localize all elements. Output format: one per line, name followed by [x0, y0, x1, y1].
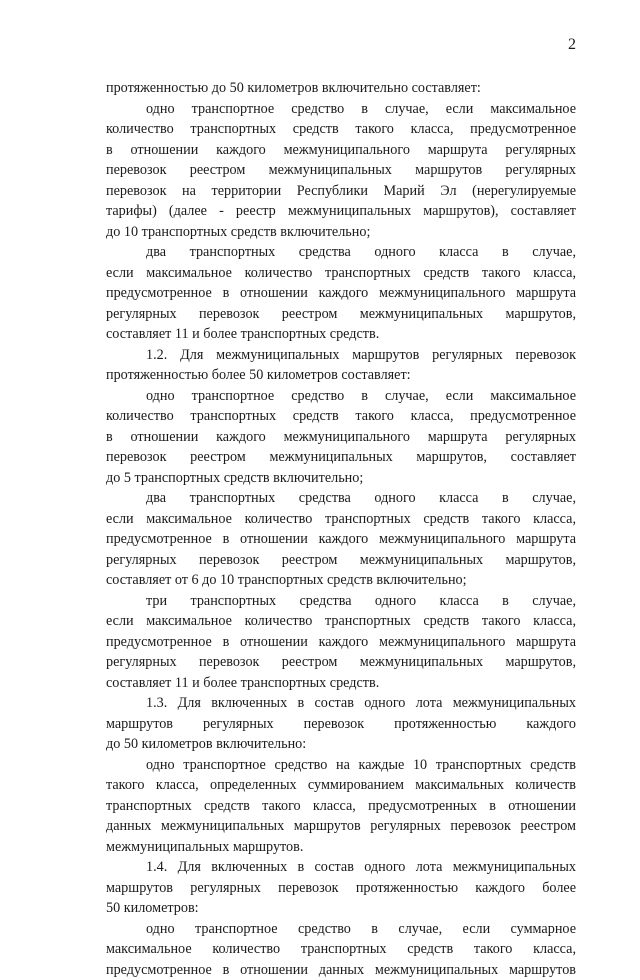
text-line: два транспортных средства одного класса в случае, — [106, 488, 576, 509]
text-line: количество транспортных средств такого класса, предусмотренное — [106, 119, 576, 140]
text-line: составляет 11 и более транспортных средств. — [106, 673, 576, 694]
text-line: регулярных перевозок реестром межмуниципальных маршрутов, — [106, 652, 576, 673]
text-line: в отношении каждого межмуниципального маршрута регулярных — [106, 427, 576, 448]
text-line: в отношении каждого межмуниципального маршрута регулярных — [106, 140, 576, 161]
text-line: межмуниципальных маршрутов. — [106, 837, 576, 858]
text-line: такого класса, определенных суммированием максимальных количеств — [106, 775, 576, 796]
text-line: составляет 11 и более транспортных средств. — [106, 324, 576, 345]
text-line: предусмотренное в отношении данных межмуниципальных маршрутов — [106, 960, 576, 980]
text-line: до 50 километров включительно: — [106, 734, 576, 755]
text-line: составляет от 6 до 10 транспортных средств включительно; — [106, 570, 576, 591]
text-line: 1.2. Для межмуниципальных маршрутов регулярных перевозок — [106, 345, 576, 366]
text-line: до 10 транспортных средств включительно; — [106, 222, 576, 243]
page-number: 2 — [568, 36, 576, 54]
text-line: одно транспортное средство в случае, если суммарное — [106, 919, 576, 940]
text-line: 1.3. Для включенных в состав одного лота межмуниципальных — [106, 693, 576, 714]
text-line: три транспортных средства одного класса в случае, — [106, 591, 576, 612]
text-line: предусмотренное в отношении каждого межмуниципального маршрута — [106, 632, 576, 653]
text-line: перевозок реестром межмуниципальных маршрутов, составляет — [106, 447, 576, 468]
text-line: два транспортных средства одного класса в случае, — [106, 242, 576, 263]
text-line: максимальное количество транспортных средств такого класса, — [106, 939, 576, 960]
text-line: протяженностью более 50 километров составляет: — [106, 365, 576, 386]
text-line: предусмотренное в отношении каждого межмуниципального маршрута — [106, 529, 576, 550]
text-line: если максимальное количество транспортных средств такого класса, — [106, 509, 576, 530]
text-line: одно транспортное средство на каждые 10 транспортных средств — [106, 755, 576, 776]
text-line: предусмотренное в отношении каждого межмуниципального маршрута — [106, 283, 576, 304]
text-line: данных межмуниципальных маршрутов регулярных перевозок реестром — [106, 816, 576, 837]
text-line: 1.4. Для включенных в состав одного лота межмуниципальных — [106, 857, 576, 878]
text-line: маршрутов регулярных перевозок протяженностью каждого — [106, 714, 576, 735]
text-line: перевозок на территории Республики Марий Эл (нерегулируемые — [106, 181, 576, 202]
text-line: тарифы) (далее - реестр межмуниципальных маршрутов), составляет — [106, 201, 576, 222]
text-line: регулярных перевозок реестром межмуниципальных маршрутов, — [106, 550, 576, 571]
text-line: протяженностью до 50 километров включительно составляет: — [106, 78, 576, 99]
text-line: 50 километров: — [106, 898, 576, 919]
document-body — [106, 78, 576, 980]
text-line: если максимальное количество транспортных средств такого класса, — [106, 611, 576, 632]
text-line: одно транспортное средство в случае, если максимальное — [106, 99, 576, 120]
text-line: одно транспортное средство в случае, если максимальное — [106, 386, 576, 407]
text-line: до 5 транспортных средств включительно; — [106, 468, 576, 489]
text-line: регулярных перевозок реестром межмуниципальных маршрутов, — [106, 304, 576, 325]
text-line: если максимальное количество транспортных средств такого класса, — [106, 263, 576, 284]
text-line: транспортных средств такого класса, предусмотренных в отношении — [106, 796, 576, 817]
text-line: количество транспортных средств такого класса, предусмотренное — [106, 406, 576, 427]
text-line: перевозок реестром межмуниципальных маршрутов регулярных — [106, 160, 576, 181]
text-line: маршрутов регулярных перевозок протяженностью каждого более — [106, 878, 576, 899]
